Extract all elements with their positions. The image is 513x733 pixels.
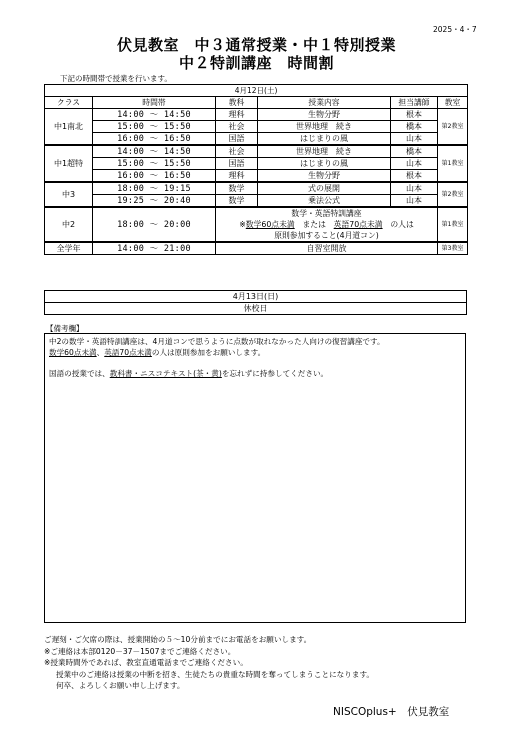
table-row xyxy=(45,182,468,195)
time-cell: 14:00 ～ 14:50 xyxy=(93,109,216,121)
notes-line xyxy=(49,369,461,380)
room-cell: 第3教室 xyxy=(438,242,468,255)
textbook-requirement: 教科書・ニスコテキスト(茶・黄) xyxy=(109,369,222,378)
room-cell: 第2教室 xyxy=(438,182,468,207)
subject-cell: 国語 xyxy=(216,158,258,170)
table-row xyxy=(45,121,468,133)
table-row xyxy=(45,109,468,121)
note-mark: ※ xyxy=(239,220,246,229)
special-course-condition xyxy=(216,219,437,230)
notes-text: の人は原則参加をお願いします。 xyxy=(151,347,266,357)
notes-text: を忘れずに持参してください。 xyxy=(221,369,329,378)
time-cell: 15:00 ～ 15:50 xyxy=(93,121,216,133)
room-cell: 第2教室 xyxy=(438,109,468,146)
subject-cell: 社会 xyxy=(216,121,258,133)
room-cell: 第1教室 xyxy=(438,207,468,242)
table-row xyxy=(45,170,468,183)
teacher-cell: 橋本 xyxy=(391,121,438,133)
separator: 、 xyxy=(96,347,105,357)
content-cell: 式の展開 xyxy=(258,182,391,195)
content-cell: 自習室開放 xyxy=(216,242,438,255)
header-teacher: 担当講師 xyxy=(391,97,438,109)
teacher-cell: 山本 xyxy=(391,158,438,170)
header-subject: 教科 xyxy=(216,97,258,109)
content-cell: はじまりの風 xyxy=(258,133,391,146)
teacher-cell: 山本 xyxy=(391,182,438,195)
room-cell: 第1教室 xyxy=(438,145,468,182)
special-course-cell xyxy=(216,207,438,242)
notes-text: 国語の授業では、 xyxy=(49,369,110,378)
time-cell: 14:00 ～ 14:50 xyxy=(93,145,216,158)
teacher-cell: 根本 xyxy=(391,170,438,183)
subject-cell: 国語 xyxy=(216,133,258,146)
footer-notes xyxy=(44,634,374,692)
document-subtitle: 中２特訓講座 時間割 xyxy=(178,54,334,72)
time-cell: 19:25 ～ 20:40 xyxy=(93,195,216,208)
footer-line: 何卒、よろしくお願い申し上げます。 xyxy=(56,681,185,690)
time-cell: 14:00 ～ 21:00 xyxy=(93,242,216,255)
teacher-cell: 橋本 xyxy=(391,145,438,158)
subject-cell: 理科 xyxy=(216,109,258,121)
table-row xyxy=(45,242,468,255)
day2-date: 4月13日(日) xyxy=(45,291,467,303)
content-cell: 生物分野 xyxy=(258,109,391,121)
notes-box xyxy=(44,333,466,623)
brand-signature: NISCOplus+ 伏見教室 xyxy=(333,706,450,718)
document-date: 2025・4・7 xyxy=(433,25,477,34)
class-cell: 中1南北 xyxy=(45,109,93,146)
day1-date: 4月12日(土) xyxy=(45,85,468,97)
notes-line xyxy=(49,348,461,359)
document-title: 伏見教室 中３通常授業・中１特別授業 xyxy=(116,36,396,54)
footer-line: ※授業時間外であれば、教室直通電話までご連絡ください。 xyxy=(44,658,248,667)
subject-cell: 理科 xyxy=(216,170,258,183)
content-cell: 世界地理 続き xyxy=(258,121,391,133)
notes-line: 中2の数学・英語特訓講座は、4月道コンで思うように点数が取れなかった人向けの復習講座です。 xyxy=(49,337,385,346)
subject-cell: 社会 xyxy=(216,145,258,158)
footer-line: ご遅刻・ご欠席の際は、授業開始の５～10分前までにお電話をお願いします。 xyxy=(44,635,312,644)
footer-line: 授業中のご連絡は授業の中断を招き、生徒たちの貴重な時間を奪ってしまうことになります。 xyxy=(56,669,375,679)
time-cell: 16:00 ～ 16:50 xyxy=(93,170,216,183)
day2-content: 休校日 xyxy=(45,303,467,315)
header-room: 教室 xyxy=(438,97,468,109)
class-cell: 中2 xyxy=(45,207,93,242)
header-class: クラス xyxy=(45,97,93,109)
time-cell: 18:00 ～ 19:15 xyxy=(93,182,216,195)
time-cell: 18:00 ～ 20:00 xyxy=(93,207,216,242)
intro-text: 下記の時間帯で授業を行います。 xyxy=(60,74,172,83)
header-time: 時間帯 xyxy=(93,97,216,109)
footer-line: ※ご連絡は本部0120－37－1507までご連絡ください。 xyxy=(44,646,236,656)
class-cell: 中3 xyxy=(45,182,93,207)
teacher-cell: 根本 xyxy=(391,109,438,121)
subject-cell: 数学 xyxy=(216,195,258,208)
header-content: 授業内容 xyxy=(258,97,391,109)
special-course-title: 数学・英語特訓講座 xyxy=(291,209,362,218)
content-cell: はじまりの風 xyxy=(258,158,391,170)
time-cell: 15:00 ～ 15:50 xyxy=(93,158,216,170)
english-threshold: 英語70点未満 xyxy=(104,347,152,357)
class-cell: 中1超特 xyxy=(45,145,93,182)
math-threshold: 数学60点未満 xyxy=(245,220,295,229)
schedule-table-day1 xyxy=(44,84,468,255)
table-row xyxy=(45,158,468,170)
subject-cell: 数学 xyxy=(216,182,258,195)
condition-or: または xyxy=(294,220,334,229)
content-cell: 生物分野 xyxy=(258,170,391,183)
table-row xyxy=(45,195,468,208)
teacher-cell: 山本 xyxy=(391,133,438,146)
table-row xyxy=(45,145,468,158)
table-row xyxy=(45,207,468,242)
time-cell: 16:00 ～ 16:50 xyxy=(93,133,216,146)
content-cell: 世界地理 続き xyxy=(258,145,391,158)
condition-end: の人は xyxy=(382,220,414,229)
schedule-table-day2 xyxy=(44,290,467,315)
english-threshold: 英語70点未満 xyxy=(333,220,383,229)
content-cell: 乗法公式 xyxy=(258,195,391,208)
class-cell: 全学年 xyxy=(45,242,93,255)
math-threshold: 数学60点未満 xyxy=(49,347,97,357)
table-row xyxy=(45,133,468,146)
teacher-cell: 山本 xyxy=(391,195,438,208)
notes-label: 【備考欄】 xyxy=(46,324,84,333)
special-course-requirement: 原則参加すること(4月道コン) xyxy=(274,231,379,240)
